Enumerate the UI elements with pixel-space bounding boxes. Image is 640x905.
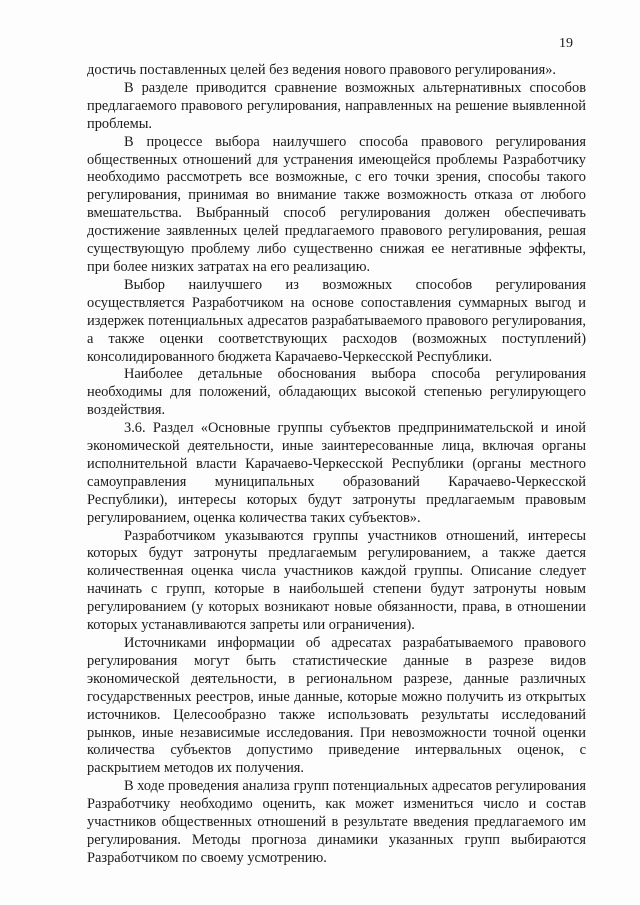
paragraph-5: Наиболее детальные обоснования выбора способа регулирования необходимы для положений, обладающих высокой степенью регулирующего воздействия. [87, 366, 586, 419]
paragraph-3: В процессе выбора наилучшего способа правового регулирования общественных отношений для устранения имеющейся проблемы Разработчику необходимо рассмотреть все возможные, с его точки зрения, способы такого регулирования, принимая во внимание также возможность отказа от любого вмешательства. Выбранный способ регулирования должен обеспечивать достижение заявленных целей предлагаемого правового регулирования, решая существующую проблему либо существенно снижая ее негативные эффекты, при более низких затратах на его реализацию. [87, 133, 586, 275]
paragraph-9: В ходе проведения анализа групп потенциальных адресатов регулирования Разработчику необходимо оценить, как может измениться число и состав участников общественных отношений в результате введения предлагаемого им регулирования. Методы прогноза динамики указанных групп выбираются Разработчиком по своему усмотрению. [87, 778, 586, 866]
paragraph-4: Выбор наилучшего из возможных способов регулирования осуществляется Разработчиком на основе сопоставления суммарных выгод и издержек потенциальных адресатов разрабатываемого правового регулирования, а также оценки соответствующих расходов (возможных поступлений) консолидированного бюджета Карачаево-Черкесской Республики. [87, 276, 586, 365]
body-text [87, 62, 586, 868]
paragraph-2: В разделе приводится сравнение возможных альтернативных способов предлагаемого правового регулирования, направленных на решение выявленной проблемы. [87, 79, 586, 132]
paragraph-6-section-heading: 3.6. Раздел «Основные группы субъектов предпринимательской и иной экономической деятельности, иные заинтересованные лица, включая органы исполнительной власти Карачаево-Черкесской Республики (органы местного самоуправления муниципальных образований Карачаево-Черкесской Республики), интересы которых будут затронуты предлагаемым правовым регулированием, оценка количества таких субъектов». [87, 420, 586, 526]
paragraph-8: Источниками информации об адресатах разрабатываемого правового регулирования могут быть статистические данные в разрезе видов экономической деятельности, в региональном разрезе, данные различных государственных реестров, иные данные, которые можно получить из открытых источников. Целесообразно также использовать результаты исследований рынков, иные независимые исследования. При невозможности точной оценки количества субъектов допустимо приведение интервальных оценок, с раскрытием методов их получения. [87, 635, 586, 777]
paragraph-1: достичь поставленных целей без ведения нового правового регулирования». [87, 62, 557, 78]
page-number: 19 [559, 36, 573, 51]
paragraph-7: Разработчиком указываются группы участников отношений, интересы которых будут затронуты предлагаемым регулированием, а также дается количественная оценка числа участников каждой группы. Описание следует начинать с групп, которые в наибольшей степени будут затронуты новым регулированием (у которых возникают новые обязанности, права, в отношении которых устанавливаются запреты или ограничения). [87, 527, 586, 634]
